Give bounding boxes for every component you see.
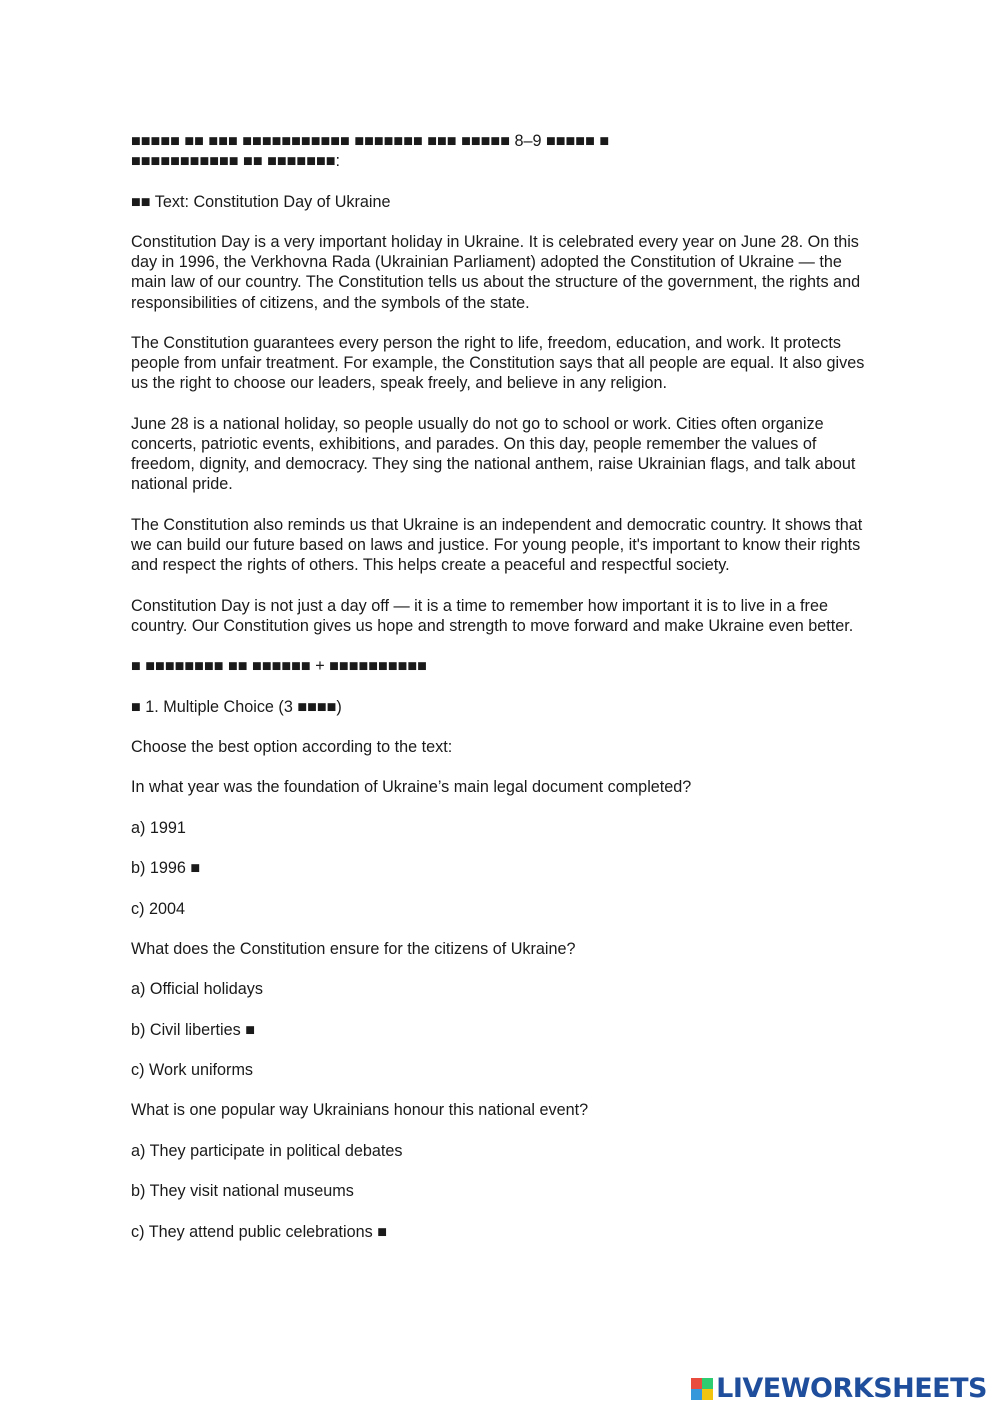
reading-paragraph: The Constitution also reminds us that Ukraine is an independent and democratic country. It shows that we can build our future based on laws and justice. For young people, it's important to know their rights and respect the rights of others. This helps create a peaceful and respectful society.: [131, 515, 863, 575]
answer-option[interactable]: a) 1991: [131, 818, 186, 837]
worksheet-page: [131, 131, 876, 1262]
answer-option[interactable]: b) They visit national museums: [131, 1182, 354, 1201]
answer-option[interactable]: c) Work uniforms: [131, 1061, 254, 1080]
question-2: [131, 939, 876, 1080]
question-3: [131, 1100, 876, 1241]
answer-option[interactable]: a) They participate in political debates: [131, 1141, 403, 1160]
exercise-title: ■ 1. Multiple Choice (3 ■■■■): [131, 697, 342, 716]
question-1: [131, 777, 876, 918]
liveworksheets-logo-text: LIVEWORKSHEETS: [716, 1373, 987, 1404]
answer-option[interactable]: a) Official holidays: [131, 980, 263, 999]
answer-option[interactable]: b) 1996 ■: [131, 859, 201, 878]
text-title: ■■ Text: Constitution Day of Ukraine: [131, 192, 391, 211]
logo-square-yellow: [702, 1389, 713, 1400]
logo-square-blue: [691, 1389, 702, 1400]
question-text: In what year was the foundation of Ukraine’s main legal document completed?: [131, 778, 692, 797]
section-heading: ■ ■■■■■■■■ ■■ ■■■■■■ + ■■■■■■■■■■: [131, 657, 427, 676]
question-text: What does the Constitution ensure for the citizens of Ukraine?: [131, 939, 576, 958]
logo-square-red: [691, 1378, 702, 1389]
worksheet-heading-line-2: ■■■■■■■■■■■ ■■ ■■■■■■■:: [131, 152, 341, 171]
answer-option[interactable]: c) They attend public celebrations ■: [131, 1222, 388, 1241]
liveworksheets-logo-icon: [691, 1378, 713, 1400]
question-text: What is one popular way Ukrainians honour this national event?: [131, 1101, 589, 1120]
logo-square-green: [702, 1378, 713, 1389]
liveworksheets-logo[interactable]: [691, 1374, 987, 1404]
worksheet-heading: [131, 131, 876, 171]
worksheet-heading-line-1: ■■■■■ ■■ ■■■ ■■■■■■■■■■■ ■■■■■■■ ■■■ ■■■■■ 8–9 ■■■■■ ■: [131, 132, 610, 150]
reading-paragraph: The Constitution guarantees every person the right to life, freedom, education, and work. It protects people from unfair treatment. For example, the Constitution says that all people are equal. It also gives us the right to choose our leaders, speak freely, and believe in any religion.: [131, 333, 865, 393]
reading-paragraph: Constitution Day is a very important holiday in Ukraine. It is celebrated every year on June 28. On this day in 1996, the Verkhovna Rada (Ukrainian Parliament) adopted the Constitution of Ukraine — the main law of our country. The Constitution tells us about the structure of the government, the rights and responsibilities of citizens, and the symbols of the state.: [131, 232, 861, 312]
exercise-instruction: Choose the best option according to the text:: [131, 737, 453, 756]
answer-option[interactable]: c) 2004: [131, 899, 185, 918]
reading-paragraph: June 28 is a national holiday, so people usually do not go to school or work. Cities often organize concerts, patriotic events, exhibitions, and parades. On this day, people remember the values of freedom, dignity, and democracy. They sing the national anthem, raise Ukrainian flags, and talk about national pride.: [131, 414, 856, 494]
reading-paragraph: Constitution Day is not just a day off — it is a time to remember how important it is to live in a free country. Our Constitution gives us hope and strength to move forward and make Ukraine even better.: [131, 596, 854, 635]
answer-option[interactable]: b) Civil liberties ■: [131, 1020, 256, 1039]
